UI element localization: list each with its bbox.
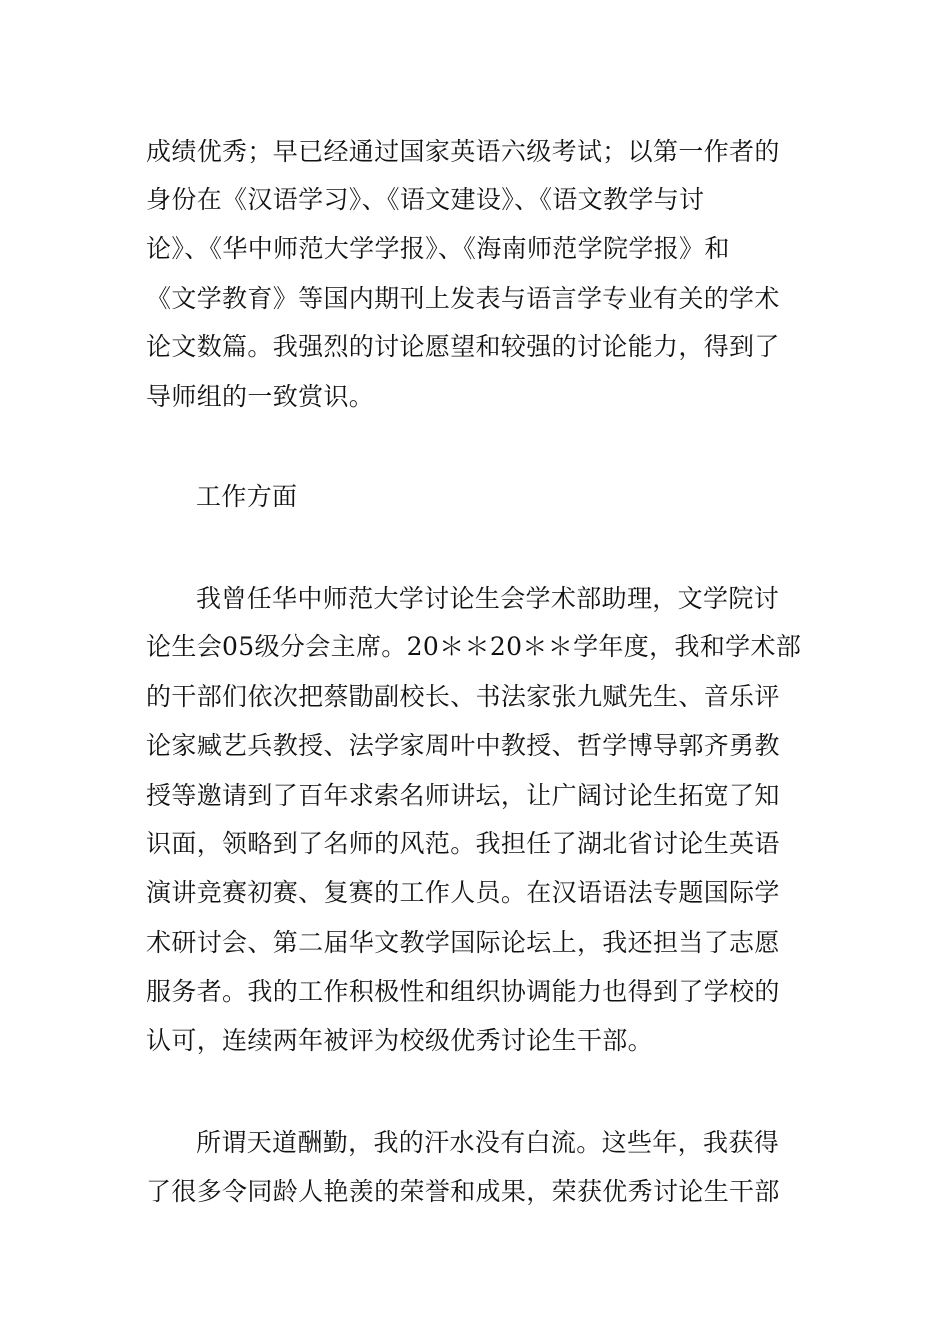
paragraph-line: 论文数篇。我强烈的讨论愿望和较强的讨论能力，得到了 — [146, 332, 780, 361]
paragraph-line: 的干部们依次把蔡勖副校长、书法家张九赋先生、音乐评 — [146, 682, 780, 711]
paragraph-line: 身份在《汉语学习》、《语文建设》、《语文教学与讨 — [146, 185, 705, 214]
paragraph-line: 我曾任华中师范大学讨论生会学术部助理，文学院讨 — [196, 584, 780, 613]
paragraph-line: 所谓天道酬勤，我的汗水没有白流。这些年，我获得 — [196, 1128, 780, 1157]
paragraph-line: 认可，连续两年被评为校级优秀讨论生干部。 — [146, 1026, 654, 1055]
paragraph-line: 授等邀请到了百年求索名师讲坛，让广阔讨论生拓宽了知 — [146, 781, 780, 810]
paragraph-line: 导师组的一致赏识。 — [146, 382, 375, 411]
paragraph-line: 论》、《华中师范大学学报》、《海南师范学院学报》和 — [146, 234, 730, 263]
paragraph-line: 成绩优秀；早已经通过国家英语六级考试；以第一作者的 — [146, 137, 780, 166]
paragraph-line: 论生会05级分会主席。20＊＊20＊＊学年度，我和学术部 — [146, 632, 802, 661]
paragraph-line: 服务者。我的工作积极性和组织协调能力也得到了学校的 — [146, 977, 780, 1006]
paragraph-line: 了很多令同龄人艳羡的荣誉和成果，荣获优秀讨论生干部 — [146, 1177, 780, 1206]
section-heading: 工作方面 — [196, 482, 298, 511]
paragraph-line: 识面，领略到了名师的风范。我担任了湖北省讨论生英语 — [146, 829, 780, 858]
paragraph-line: 术研讨会、第二届华文教学国际论坛上，我还担当了志愿 — [146, 928, 780, 957]
paragraph-line: 演讲竞赛初赛、复赛的工作人员。在汉语语法专题国际学 — [146, 878, 780, 907]
paragraph-line: 《文学教育》等国内期刊上发表与语言学专业有关的学术 — [146, 284, 780, 313]
paragraph-line: 论家臧艺兵教授、法学家周叶中教授、哲学博导郭齐勇教 — [146, 731, 780, 760]
